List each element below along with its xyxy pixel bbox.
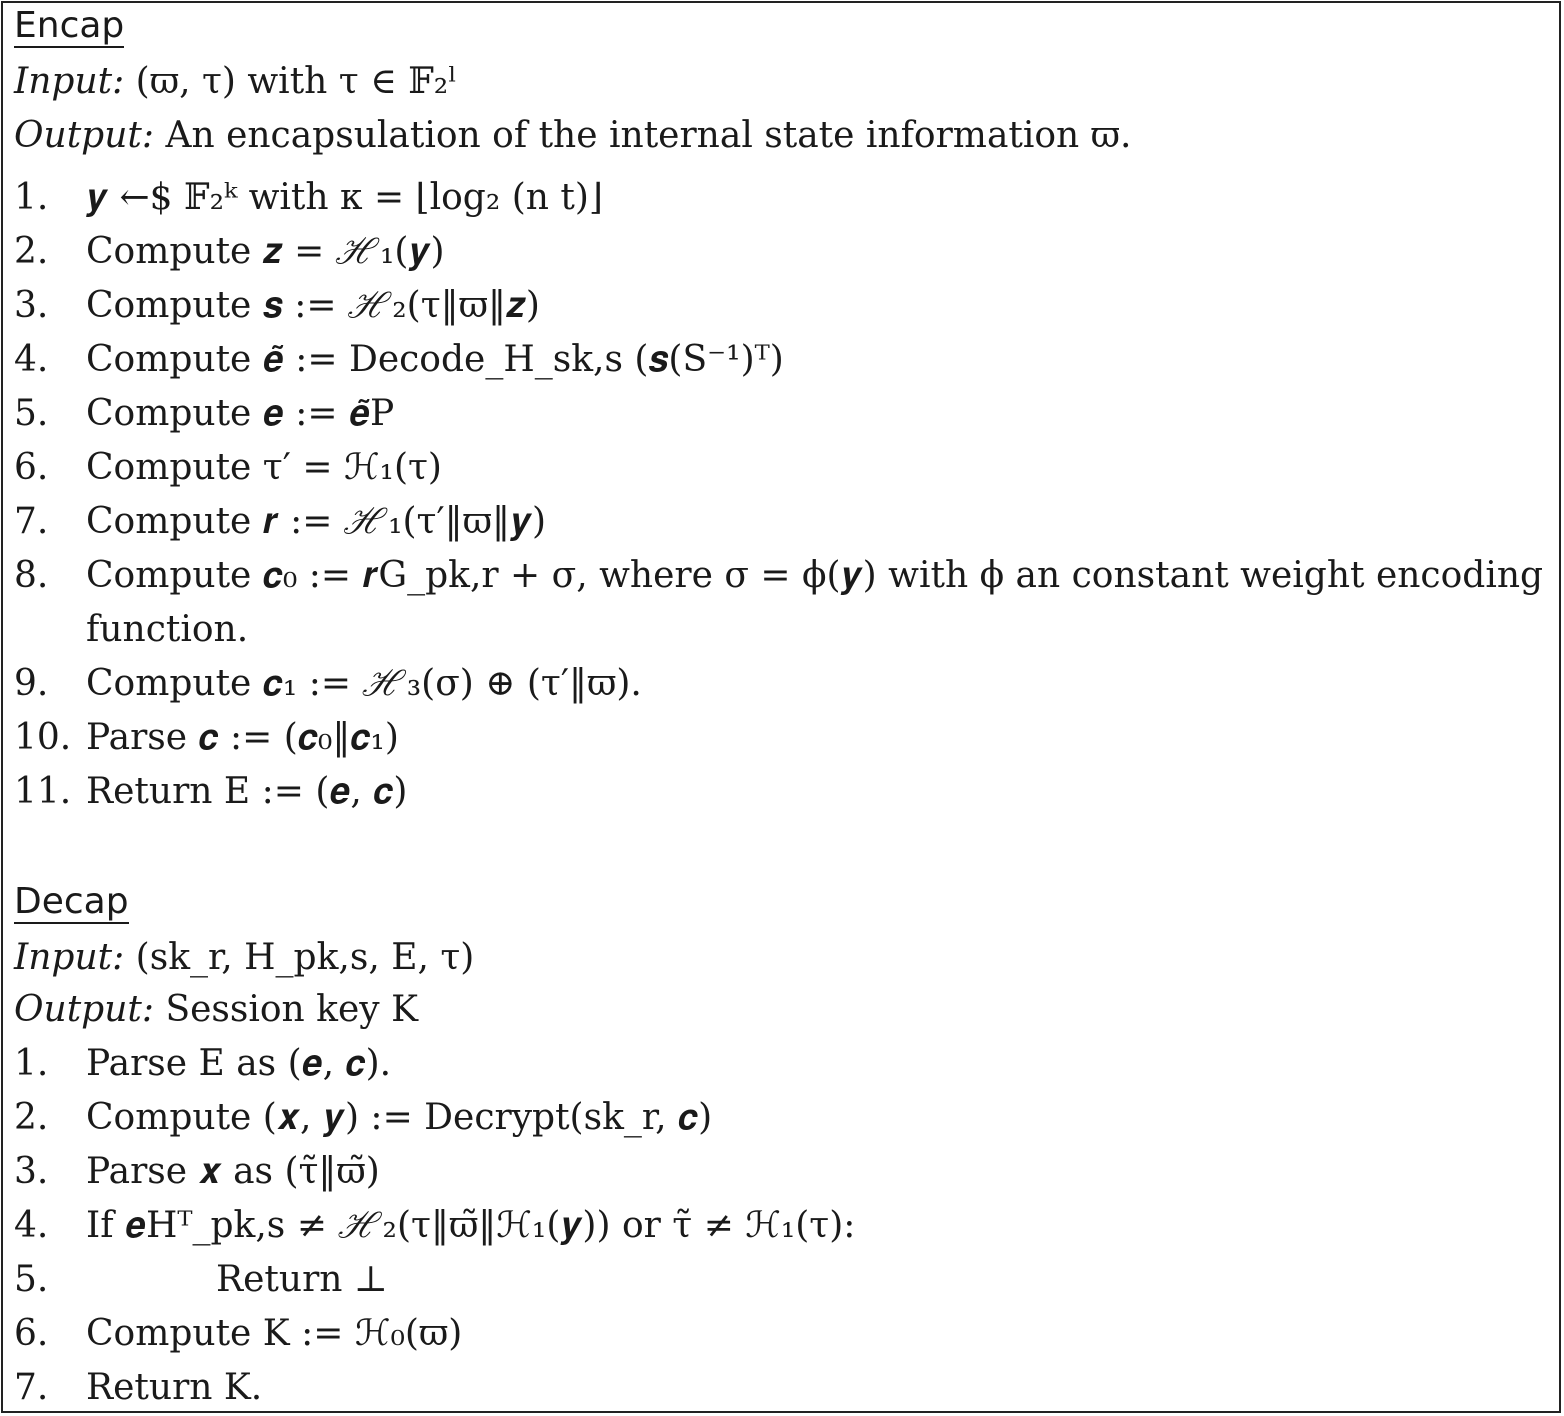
- step-text: Compute 𝒄₁ := ℋ₃(σ) ⊕ (τ′‖ϖ).: [86, 663, 642, 704]
- step-number: 3.: [14, 1151, 49, 1192]
- step-text: Parse E as (𝒆, 𝒄).: [86, 1043, 392, 1084]
- step-text: Compute 𝒛 = ℋ₁(𝒚): [86, 231, 445, 272]
- step-text: Compute 𝒓 := ℋ₁(τ′‖ϖ‖𝒚): [86, 501, 547, 542]
- step-text: Compute τ′ = ℋ₁(τ): [86, 447, 442, 488]
- step-number: 10.: [14, 717, 72, 758]
- step-text: Return ⊥: [216, 1259, 388, 1300]
- step-text: Compute 𝒆 := 𝒆̃P: [86, 393, 395, 434]
- step-number: 11.: [14, 771, 72, 812]
- decap-step: [14, 1152, 380, 1192]
- encap-output: [14, 116, 1131, 156]
- decap-input-text: (sk_r, H_pk,s, E, τ): [124, 937, 475, 978]
- decap-step: [14, 1206, 855, 1246]
- step-number: 3.: [14, 285, 49, 326]
- step-number: 5.: [14, 393, 49, 434]
- encap-step: [14, 286, 540, 326]
- encap-input-label: Input:: [14, 61, 125, 102]
- step-number: 7.: [14, 501, 49, 542]
- step-number: 1.: [14, 1043, 49, 1084]
- decap-section: [14, 882, 129, 922]
- decap-output-label: Output:: [14, 989, 154, 1030]
- decap-title: Decap: [14, 881, 129, 922]
- decap-output-text: Session key K: [154, 989, 418, 1030]
- step-number: 4.: [14, 1205, 49, 1246]
- encap-output-text: An encapsulation of the internal state information ϖ.: [154, 115, 1132, 156]
- decap-output: [14, 990, 418, 1030]
- encap-step: [14, 502, 546, 542]
- encap-step: [14, 718, 399, 758]
- step-continuation: function.: [86, 609, 249, 650]
- step-text: If 𝒆Hᵀ_pk,s ≠ ℋ₂(τ‖ϖ̃‖ℋ₁(𝒚)) or τ̃ ≠ ℋ₁(τ):: [86, 1205, 856, 1246]
- step-number: 5.: [14, 1259, 49, 1300]
- encap-input: [14, 62, 457, 102]
- step-text: Return K.: [86, 1367, 263, 1408]
- step-text: Compute 𝒄₀ := 𝒓G_pk,r + σ, where σ = ϕ(𝒚) with ϕ an constant weight encoding: [86, 555, 1544, 596]
- decap-step: [14, 1314, 462, 1354]
- decap-step: [14, 1098, 712, 1138]
- step-number: 8.: [14, 555, 49, 596]
- encap-step: [14, 394, 394, 434]
- step-number: 7.: [14, 1367, 49, 1408]
- encap-step: [14, 178, 603, 218]
- step-text: Compute K := ℋ₀(ϖ): [86, 1313, 463, 1354]
- step-number: 6.: [14, 447, 49, 488]
- step-text: Return E := (𝒆, 𝒄): [86, 771, 408, 812]
- encap-step: [14, 556, 1543, 596]
- decap-step: [14, 1044, 391, 1084]
- encap-output-label: Output:: [14, 115, 154, 156]
- decap-step: [14, 1368, 262, 1408]
- step-number: 6.: [14, 1313, 49, 1354]
- encap-title: Encap: [14, 5, 125, 46]
- step-text: Parse 𝒙 as (τ̃‖ϖ̃): [86, 1151, 380, 1192]
- step-text: Compute 𝒔 := ℋ₂(τ‖ϖ‖𝒛): [86, 285, 540, 326]
- encap-step: [14, 664, 642, 704]
- step-text: 𝒚 ←$ 𝔽₂ᵏ with κ = ⌊log₂ (n t)⌋: [86, 177, 603, 218]
- encap-step: [14, 340, 784, 380]
- encap-step: [14, 448, 442, 488]
- step-number: 1.: [14, 177, 49, 218]
- step-text: Compute 𝒆̃ := Decode_H_sk,s (𝒔(S⁻¹)ᵀ): [86, 339, 784, 380]
- step-text: Parse 𝒄 := (𝒄₀‖𝒄₁): [86, 717, 399, 758]
- step-text: Compute (𝒙, 𝒚) := Decrypt(sk_r, 𝒄): [86, 1097, 713, 1138]
- decap-input: [14, 938, 474, 978]
- encap-section: [14, 6, 124, 46]
- encap-step: [14, 772, 407, 812]
- step-number: 2.: [14, 1097, 49, 1138]
- step-number: 2.: [14, 231, 49, 272]
- encap-step: [14, 232, 445, 272]
- encap-input-text: (ϖ, τ) with τ ∈ 𝔽₂ˡ: [124, 61, 457, 102]
- decap-input-label: Input:: [14, 937, 125, 978]
- step-number: 4.: [14, 339, 49, 380]
- step-number: 9.: [14, 663, 49, 704]
